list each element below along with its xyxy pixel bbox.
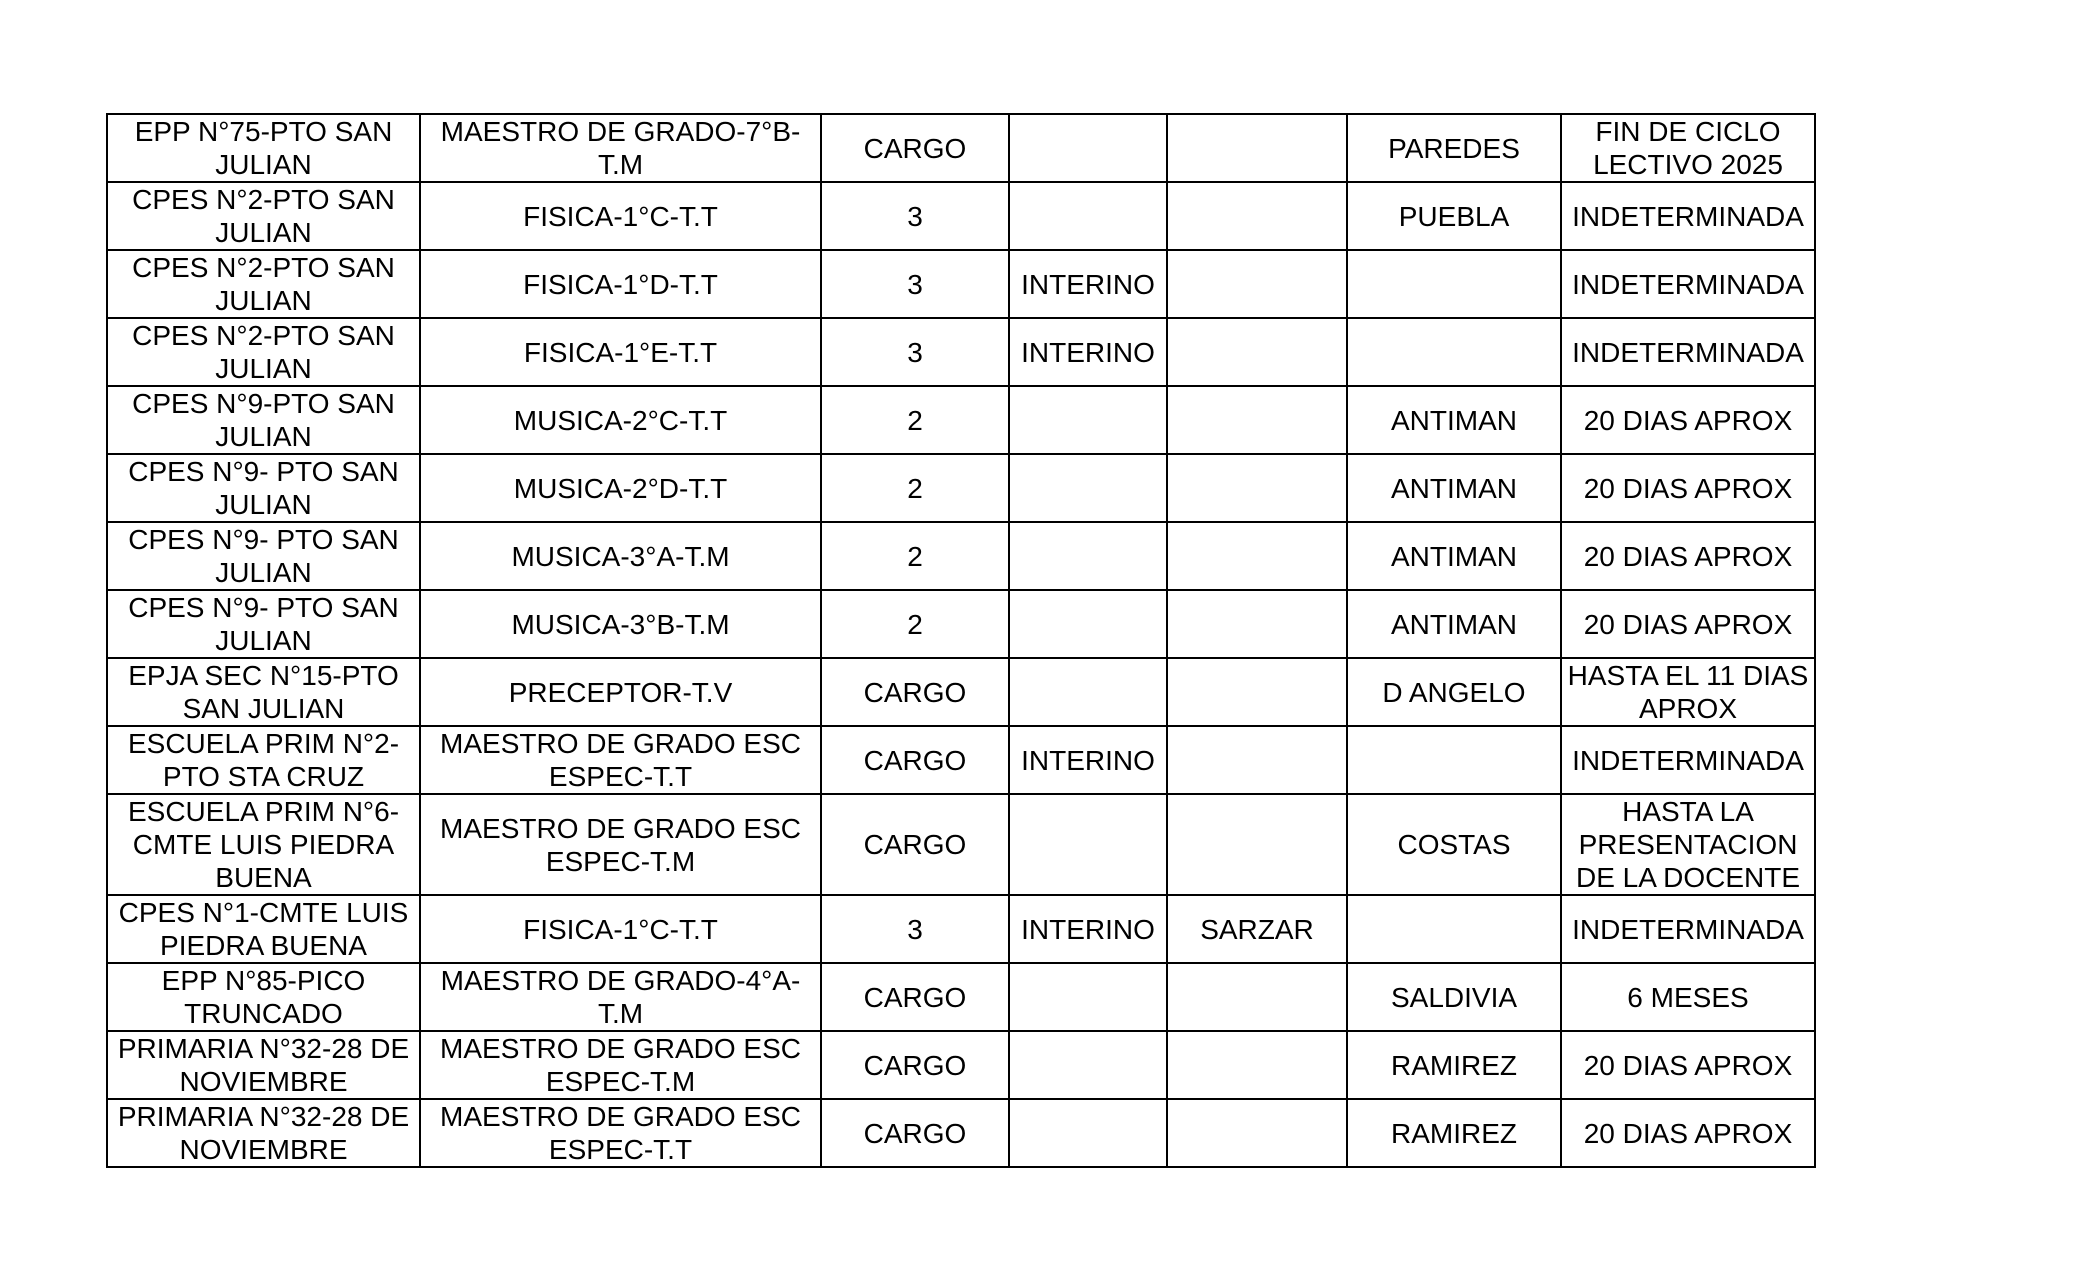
status-cell [1009, 522, 1167, 590]
holder-cell: ANTIMAN [1347, 386, 1561, 454]
table-row [107, 794, 1815, 895]
extra-cell [1167, 522, 1347, 590]
school-cell: EPP N°75-PTO SAN JULIAN [107, 114, 420, 182]
extra-cell [1167, 590, 1347, 658]
position-cell: MUSICA-3°A-T.M [420, 522, 821, 590]
position-cell: MAESTRO DE GRADO ESC ESPEC-T.M [420, 1031, 821, 1099]
hours-cell: 3 [821, 250, 1009, 318]
duration-cell: 20 DIAS APROX [1561, 1099, 1815, 1167]
status-cell: INTERINO [1009, 318, 1167, 386]
duration-cell: INDETERMINADA [1561, 895, 1815, 963]
extra-cell [1167, 114, 1347, 182]
extra-cell [1167, 318, 1347, 386]
school-cell: CPES N°9- PTO SAN JULIAN [107, 522, 420, 590]
status-cell: INTERINO [1009, 895, 1167, 963]
position-cell: FISICA-1°E-T.T [420, 318, 821, 386]
table-row [107, 963, 1815, 1031]
extra-cell [1167, 726, 1347, 794]
holder-cell: ANTIMAN [1347, 522, 1561, 590]
school-cell: CPES N°9- PTO SAN JULIAN [107, 590, 420, 658]
duration-cell: 20 DIAS APROX [1561, 522, 1815, 590]
position-cell: MAESTRO DE GRADO ESC ESPEC-T.T [420, 726, 821, 794]
hours-cell: 2 [821, 522, 1009, 590]
position-cell: FISICA-1°C-T.T [420, 182, 821, 250]
position-cell: FISICA-1°D-T.T [420, 250, 821, 318]
status-cell [1009, 590, 1167, 658]
hours-cell: 3 [821, 318, 1009, 386]
position-cell: MAESTRO DE GRADO ESC ESPEC-T.T [420, 1099, 821, 1167]
status-cell [1009, 182, 1167, 250]
table-row [107, 250, 1815, 318]
extra-cell [1167, 1031, 1347, 1099]
hours-cell: CARGO [821, 114, 1009, 182]
duration-cell: 20 DIAS APROX [1561, 386, 1815, 454]
status-cell [1009, 963, 1167, 1031]
table-row [107, 895, 1815, 963]
table-row [107, 1099, 1815, 1167]
school-cell: EPJA SEC N°15-PTO SAN JULIAN [107, 658, 420, 726]
duration-cell: 6 MESES [1561, 963, 1815, 1031]
holder-cell: SALDIVIA [1347, 963, 1561, 1031]
holder-cell: RAMIREZ [1347, 1031, 1561, 1099]
status-cell [1009, 1031, 1167, 1099]
holder-cell: PAREDES [1347, 114, 1561, 182]
table-row [107, 590, 1815, 658]
status-cell: INTERINO [1009, 726, 1167, 794]
holder-cell [1347, 318, 1561, 386]
status-cell [1009, 114, 1167, 182]
hours-cell: CARGO [821, 726, 1009, 794]
duration-cell: INDETERMINADA [1561, 182, 1815, 250]
status-cell [1009, 794, 1167, 895]
duration-cell: HASTA EL 11 DIAS APROX [1561, 658, 1815, 726]
duration-cell: HASTA LA PRESENTACION DE LA DOCENTE [1561, 794, 1815, 895]
extra-cell [1167, 1099, 1347, 1167]
school-cell: PRIMARIA N°32-28 DE NOVIEMBRE [107, 1099, 420, 1167]
status-cell [1009, 454, 1167, 522]
holder-cell [1347, 895, 1561, 963]
hours-cell: CARGO [821, 658, 1009, 726]
school-cell: CPES N°1-CMTE LUIS PIEDRA BUENA [107, 895, 420, 963]
holder-cell [1347, 250, 1561, 318]
status-cell [1009, 658, 1167, 726]
hours-cell: 2 [821, 454, 1009, 522]
hours-cell: CARGO [821, 1099, 1009, 1167]
status-cell [1009, 386, 1167, 454]
duration-cell: INDETERMINADA [1561, 318, 1815, 386]
extra-cell [1167, 454, 1347, 522]
extra-cell [1167, 250, 1347, 318]
school-cell: CPES N°2-PTO SAN JULIAN [107, 182, 420, 250]
extra-cell [1167, 963, 1347, 1031]
status-cell: INTERINO [1009, 250, 1167, 318]
duration-cell: 20 DIAS APROX [1561, 454, 1815, 522]
position-cell: MUSICA-2°C-T.T [420, 386, 821, 454]
position-cell: MUSICA-2°D-T.T [420, 454, 821, 522]
hours-cell: CARGO [821, 1031, 1009, 1099]
school-cell: EPP N°85-PICO TRUNCADO [107, 963, 420, 1031]
table-row [107, 182, 1815, 250]
holder-cell: ANTIMAN [1347, 454, 1561, 522]
extra-cell [1167, 658, 1347, 726]
table-row [107, 386, 1815, 454]
position-cell: MAESTRO DE GRADO-7°B-T.M [420, 114, 821, 182]
position-cell: MAESTRO DE GRADO ESC ESPEC-T.M [420, 794, 821, 895]
school-cell: ESCUELA PRIM N°2-PTO STA CRUZ [107, 726, 420, 794]
table-row [107, 726, 1815, 794]
hours-cell: CARGO [821, 794, 1009, 895]
holder-cell [1347, 726, 1561, 794]
school-cell: CPES N°2-PTO SAN JULIAN [107, 318, 420, 386]
vacancy-table [106, 113, 1816, 1168]
position-cell: PRECEPTOR-T.V [420, 658, 821, 726]
holder-cell: ANTIMAN [1347, 590, 1561, 658]
status-cell [1009, 1099, 1167, 1167]
table-row [107, 522, 1815, 590]
extra-cell: SARZAR [1167, 895, 1347, 963]
extra-cell [1167, 794, 1347, 895]
table-row [107, 658, 1815, 726]
holder-cell: PUEBLA [1347, 182, 1561, 250]
hours-cell: 3 [821, 895, 1009, 963]
table-row [107, 454, 1815, 522]
hours-cell: 2 [821, 386, 1009, 454]
holder-cell: RAMIREZ [1347, 1099, 1561, 1167]
school-cell: CPES N°9-PTO SAN JULIAN [107, 386, 420, 454]
duration-cell: INDETERMINADA [1561, 726, 1815, 794]
position-cell: FISICA-1°C-T.T [420, 895, 821, 963]
table-row [107, 114, 1815, 182]
table-row [107, 1031, 1815, 1099]
hours-cell: CARGO [821, 963, 1009, 1031]
school-cell: PRIMARIA N°32-28 DE NOVIEMBRE [107, 1031, 420, 1099]
holder-cell: COSTAS [1347, 794, 1561, 895]
hours-cell: 3 [821, 182, 1009, 250]
table-row [107, 318, 1815, 386]
extra-cell [1167, 386, 1347, 454]
extra-cell [1167, 182, 1347, 250]
duration-cell: 20 DIAS APROX [1561, 590, 1815, 658]
position-cell: MAESTRO DE GRADO-4°A-T.M [420, 963, 821, 1031]
school-cell: CPES N°2-PTO SAN JULIAN [107, 250, 420, 318]
duration-cell: 20 DIAS APROX [1561, 1031, 1815, 1099]
holder-cell: D ANGELO [1347, 658, 1561, 726]
school-cell: CPES N°9- PTO SAN JULIAN [107, 454, 420, 522]
position-cell: MUSICA-3°B-T.M [420, 590, 821, 658]
school-cell: ESCUELA PRIM N°6-CMTE LUIS PIEDRA BUENA [107, 794, 420, 895]
duration-cell: INDETERMINADA [1561, 250, 1815, 318]
hours-cell: 2 [821, 590, 1009, 658]
duration-cell: FIN DE CICLO LECTIVO 2025 [1561, 114, 1815, 182]
